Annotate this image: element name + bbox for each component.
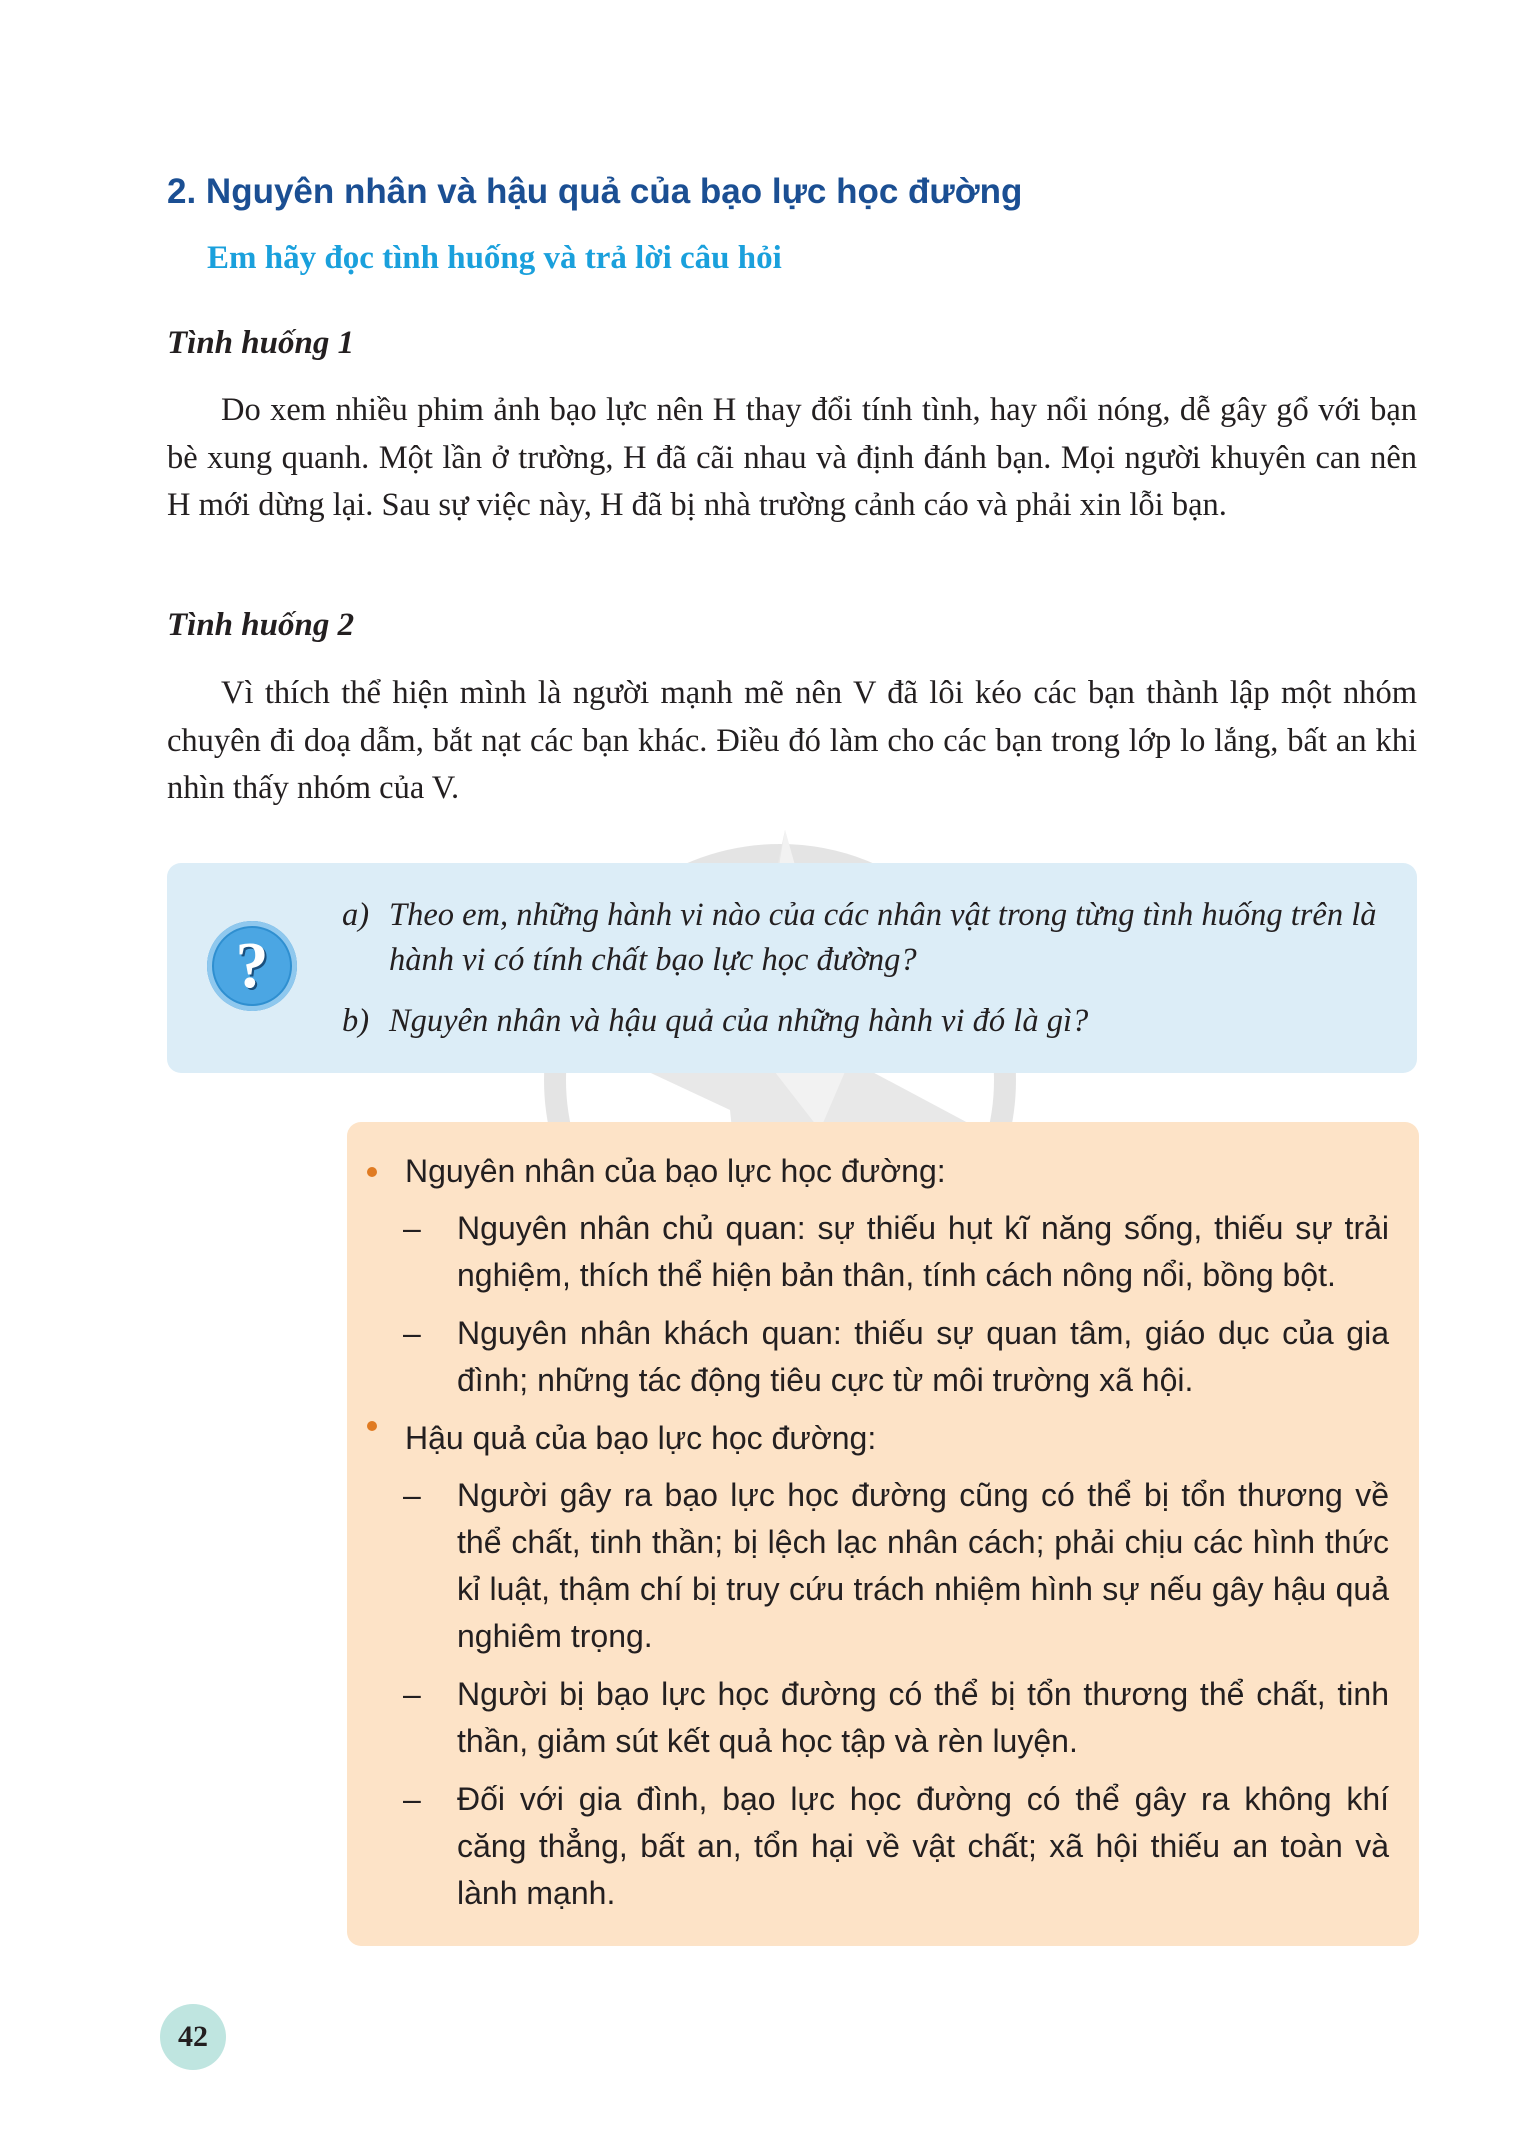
question-box — [167, 863, 1417, 1073]
cause-item — [347, 1205, 1389, 1299]
question-list — [342, 893, 1390, 1060]
page-number: 42 — [160, 2004, 226, 2070]
dash-icon: – — [403, 1477, 421, 1513]
section-heading: 2. Nguyên nhân và hậu quả của bạo lực học đường — [167, 172, 1023, 211]
case-1-body: Do xem nhiều phim ảnh bạo lực nên H thay đổi tính tình, hay nổi nóng, dễ gây gổ với bạn bè xung quanh. Một lần ở trường, H đã cãi nhau và định đánh bạn. Mọi người khuyên can nên H mới dừng lại. Sau sự việc này, H đã bị nhà trường cảnh cáo và phải xin lỗi bạn. — [167, 392, 1417, 523]
consequences-title: Hậu quả của bạo lực học đường: — [405, 1420, 877, 1456]
consequences-heading — [347, 1415, 1365, 1462]
bullet-icon — [367, 1167, 377, 1177]
consequence-item — [347, 1776, 1389, 1917]
question-icon — [207, 921, 297, 1011]
consequence-item — [347, 1472, 1389, 1660]
case-2-body: Vì thích thể hiện mình là người mạnh mẽ nên V đã lôi kéo các bạn thành lập một nhóm chuyên đi doạ dẫm, bắt nạt các bạn khác. Điều đó làm cho các bạn trong lớp lo lắng, bất an khi nhìn thấy nhóm của V. — [167, 675, 1417, 806]
cause-text: Nguyên nhân chủ quan: sự thiếu hụt kĩ năng sống, thiếu sự trải nghiệm, thích thể hiện bản thân, tính cách nông nổi, bồng bột. — [457, 1210, 1389, 1293]
dash-icon: – — [403, 1315, 421, 1351]
dash-icon: – — [403, 1676, 421, 1712]
case-2-title: Tình huống 2 — [167, 607, 355, 643]
causes-title: Nguyên nhân của bạo lực học đường: — [405, 1153, 946, 1189]
dash-icon: – — [403, 1781, 421, 1817]
question-marker: a) — [342, 897, 370, 933]
cause-item — [347, 1310, 1389, 1404]
causes-heading — [347, 1148, 1365, 1195]
dash-icon: – — [403, 1210, 421, 1246]
question-text: Theo em, những hành vi nào của các nhân vật trong từng tình huống trên là hành vi có tính chất bạo lực học đường? — [389, 897, 1377, 978]
bullet-icon — [367, 1421, 377, 1431]
instruction-text: Em hãy đọc tình huống và trả lời câu hỏi — [207, 240, 782, 276]
question-item — [342, 893, 1390, 983]
consequence-item — [347, 1671, 1389, 1765]
question-icon-glyph: ? — [214, 928, 290, 1004]
question-text: Nguyên nhân và hậu quả của những hành vi đó là gì? — [389, 1003, 1089, 1039]
cause-text: Nguyên nhân khách quan: thiếu sự quan tâm, giáo dục của gia đình; những tác động tiêu cực từ môi trường xã hội. — [457, 1315, 1389, 1398]
knowledge-content — [347, 1148, 1419, 1928]
case-1-title: Tình huống 1 — [167, 325, 355, 361]
question-marker: b) — [342, 1003, 370, 1039]
knowledge-box — [347, 1122, 1419, 1946]
consequence-text: Đối với gia đình, bạo lực học đường có thể gây ra không khí căng thẳng, bất an, tổn hại về vật chất; xã hội thiếu an toàn và lành mạnh. — [457, 1781, 1389, 1911]
consequence-text: Người bị bạo lực học đường có thể bị tổn thương thể chất, tinh thần, giảm sút kết quả học tập và rèn luyện. — [457, 1676, 1389, 1759]
question-item — [342, 999, 1390, 1044]
consequence-text: Người gây ra bạo lực học đường cũng có thể bị tổn thương về thể chất, tinh thần; bị lệch lạc nhân cách; phải chịu các hình thức kỉ luật, thậm chí bị truy cứu trách nhiệm hình sự nếu gây hậu quả nghiêm trọng. — [457, 1477, 1389, 1654]
